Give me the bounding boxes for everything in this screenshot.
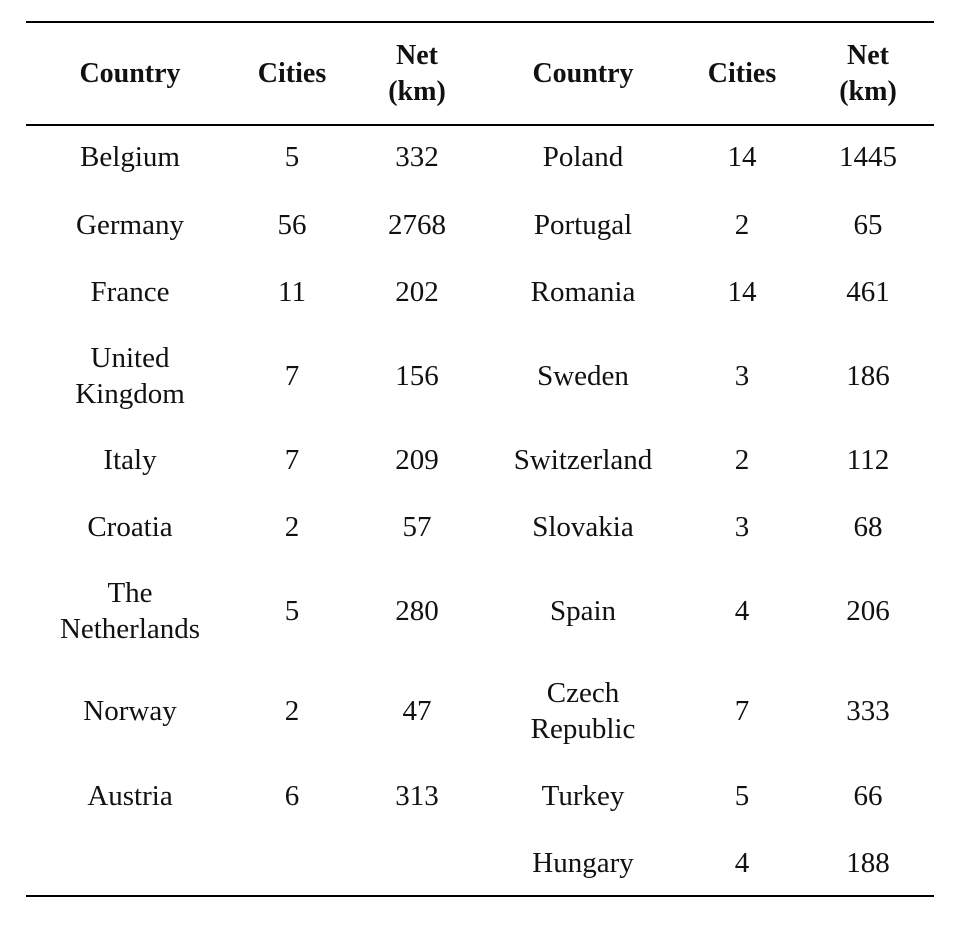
table-cell: 206 <box>846 595 890 627</box>
table-cell: 313 <box>395 780 439 812</box>
table-cell: Austria <box>87 780 173 812</box>
table-cell: 4 <box>734 595 750 627</box>
table-cell: Belgium <box>80 141 180 173</box>
column-header: Country <box>79 58 181 89</box>
table-cell: Portugal <box>533 209 633 241</box>
table-cell: 5 <box>284 595 300 627</box>
table-cell <box>30 823 230 903</box>
table-cell: 2768 <box>388 209 446 241</box>
table-cell: 202 <box>395 276 439 308</box>
table-cell: 5 <box>284 141 300 173</box>
table-cell: 332 <box>395 141 439 173</box>
table-cell <box>237 823 347 903</box>
column-header: Cities <box>707 58 777 89</box>
table-cell: 5 <box>734 780 750 812</box>
table-cell: 333 <box>846 695 890 727</box>
table-cell: 2 <box>734 209 750 241</box>
column-header: Country <box>532 58 634 89</box>
table-cell: 112 <box>846 444 890 476</box>
table-cell: France <box>90 276 170 308</box>
table-cell: 11 <box>278 276 306 308</box>
table-cell: 2 <box>734 444 750 476</box>
table-cell: 68 <box>853 511 883 543</box>
column-header: Net (km) <box>388 40 446 107</box>
table-cell: 57 <box>402 511 432 543</box>
table-cell: Germany <box>76 209 184 241</box>
table-cell: 1445 <box>839 141 897 173</box>
table-cell: 66 <box>853 780 883 812</box>
table-cell: 2 <box>284 511 300 543</box>
table-cell: 461 <box>846 276 890 308</box>
table-cell: 14 <box>727 141 757 173</box>
table-cell: Poland <box>542 141 624 173</box>
table-cell: 186 <box>846 360 890 392</box>
column-header: Net (km) <box>839 40 897 107</box>
table-cell <box>352 823 482 903</box>
table-cell: Romania <box>530 276 636 308</box>
table-cell: Spain <box>549 595 617 627</box>
table-cell: 65 <box>853 209 883 241</box>
table-cell: 3 <box>734 360 750 392</box>
table-cell: Turkey <box>541 780 625 812</box>
table-cell: 188 <box>846 847 890 879</box>
table-cell: 14 <box>727 276 757 308</box>
table-cell: Czech Republic <box>530 677 636 745</box>
table-cell: Italy <box>103 444 157 476</box>
table-cell: 6 <box>284 780 300 812</box>
table-cell: Norway <box>83 695 177 727</box>
table-cell: Sweden <box>537 360 629 392</box>
table-cell: 7 <box>284 444 300 476</box>
table-cell: Switzerland <box>513 444 653 476</box>
table-cell: 56 <box>277 209 307 241</box>
table-cell: Hungary <box>532 847 634 879</box>
table-cell: Slovakia <box>532 511 634 543</box>
column-header: Cities <box>257 58 327 89</box>
table-top-rule <box>26 21 934 23</box>
table-cell: 280 <box>395 595 439 627</box>
table-cell: 2 <box>284 695 300 727</box>
table-cell: 7 <box>734 695 750 727</box>
table-cell: The Netherlands <box>59 577 201 645</box>
table-cell: 3 <box>734 511 750 543</box>
table-cell: 156 <box>395 360 439 392</box>
table-cell: United Kingdom <box>75 342 185 410</box>
table-cell: Croatia <box>87 511 173 543</box>
table-cell: 47 <box>402 695 432 727</box>
table-cell: 4 <box>734 847 750 879</box>
table-cell: 209 <box>395 444 439 476</box>
table-cell: 7 <box>284 360 300 392</box>
